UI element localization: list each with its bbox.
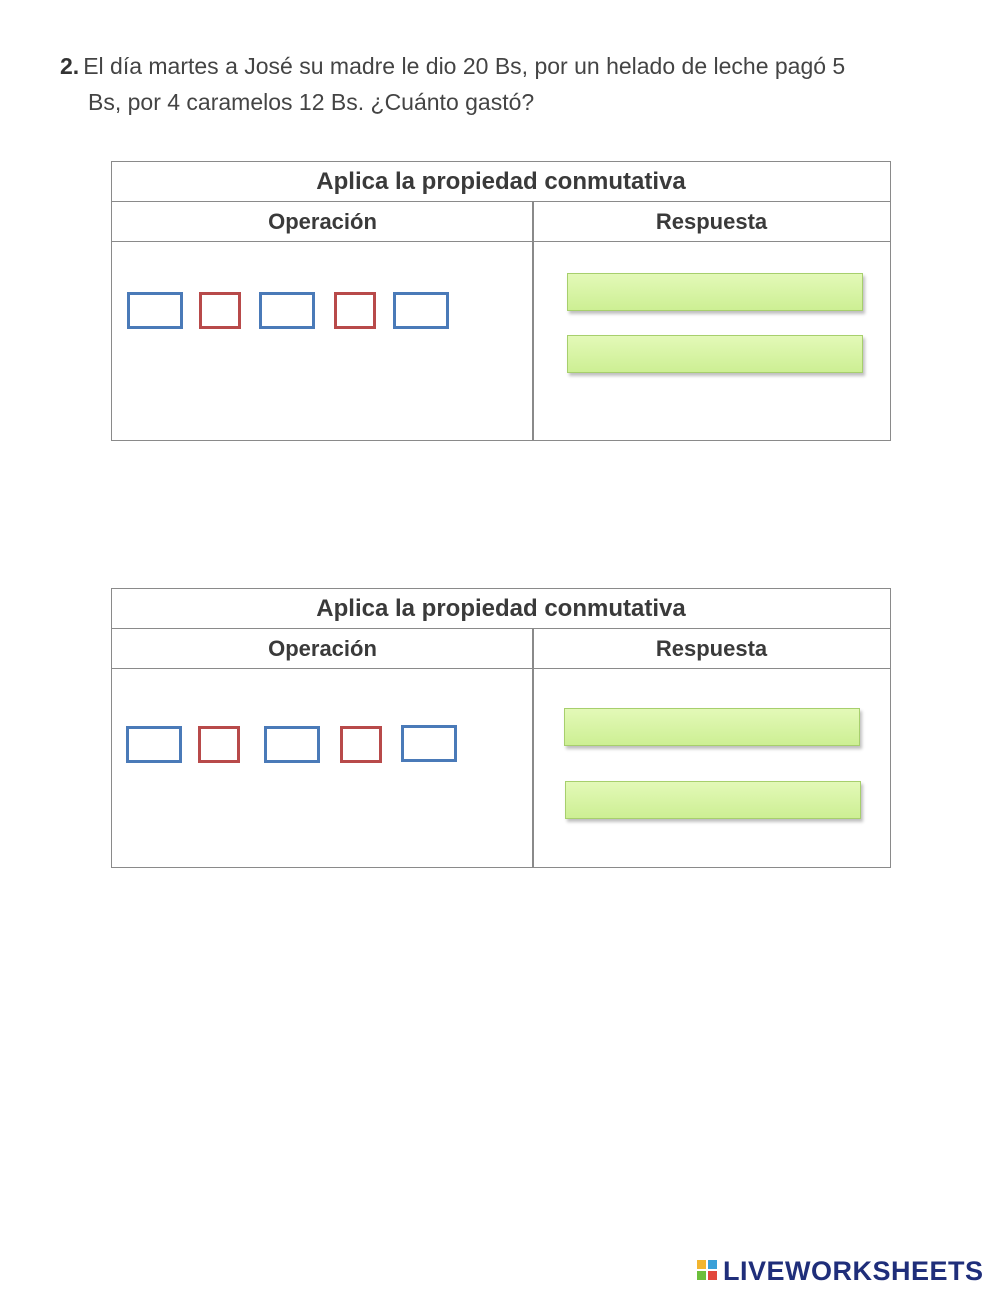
- answer-field-2[interactable]: [565, 781, 861, 819]
- question-number: 2.: [60, 53, 80, 79]
- answer-field-2[interactable]: [567, 335, 863, 373]
- question-text: [60, 48, 940, 120]
- operand-box-2[interactable]: [259, 292, 315, 329]
- table-title: Aplica la propiedad conmutativa: [112, 589, 890, 629]
- liveworksheets-logo: [697, 1257, 984, 1285]
- operand-box-3[interactable]: [393, 292, 449, 329]
- answer-field-1[interactable]: [567, 273, 863, 311]
- answer-field-1[interactable]: [564, 708, 860, 746]
- operator-box-2[interactable]: [340, 726, 382, 763]
- table-title: Aplica la propiedad conmutativa: [112, 162, 890, 202]
- question-line-2: Bs, por 4 caramelos 12 Bs. ¿Cuánto gastó?: [88, 89, 535, 115]
- operation-table-1: [111, 161, 891, 441]
- operand-box-3[interactable]: [401, 725, 457, 762]
- operand-box-1[interactable]: [126, 726, 182, 763]
- table-header-row: [112, 629, 890, 669]
- column-header-answer: Respuesta: [655, 209, 768, 234]
- column-header-answer: Respuesta: [655, 636, 768, 661]
- table-header-row: [112, 202, 890, 242]
- column-divider: [532, 629, 534, 867]
- operand-box-2[interactable]: [264, 726, 320, 763]
- operand-box-1[interactable]: [127, 292, 183, 329]
- question-line-1: El día martes a José su madre le dio 20 Bs, por un helado de leche pagó 5: [83, 53, 846, 79]
- operator-box-1[interactable]: [198, 726, 240, 763]
- operation-table-2: [111, 588, 891, 868]
- operator-box-2[interactable]: [334, 292, 376, 329]
- column-header-operation: Operación: [268, 636, 377, 661]
- column-divider: [532, 202, 534, 440]
- operator-box-1[interactable]: [199, 292, 241, 329]
- liveworksheets-logo-icon: [697, 1260, 719, 1282]
- column-header-operation: Operación: [268, 209, 377, 234]
- logo-text: LIVEWORKSHEETS: [723, 1255, 984, 1286]
